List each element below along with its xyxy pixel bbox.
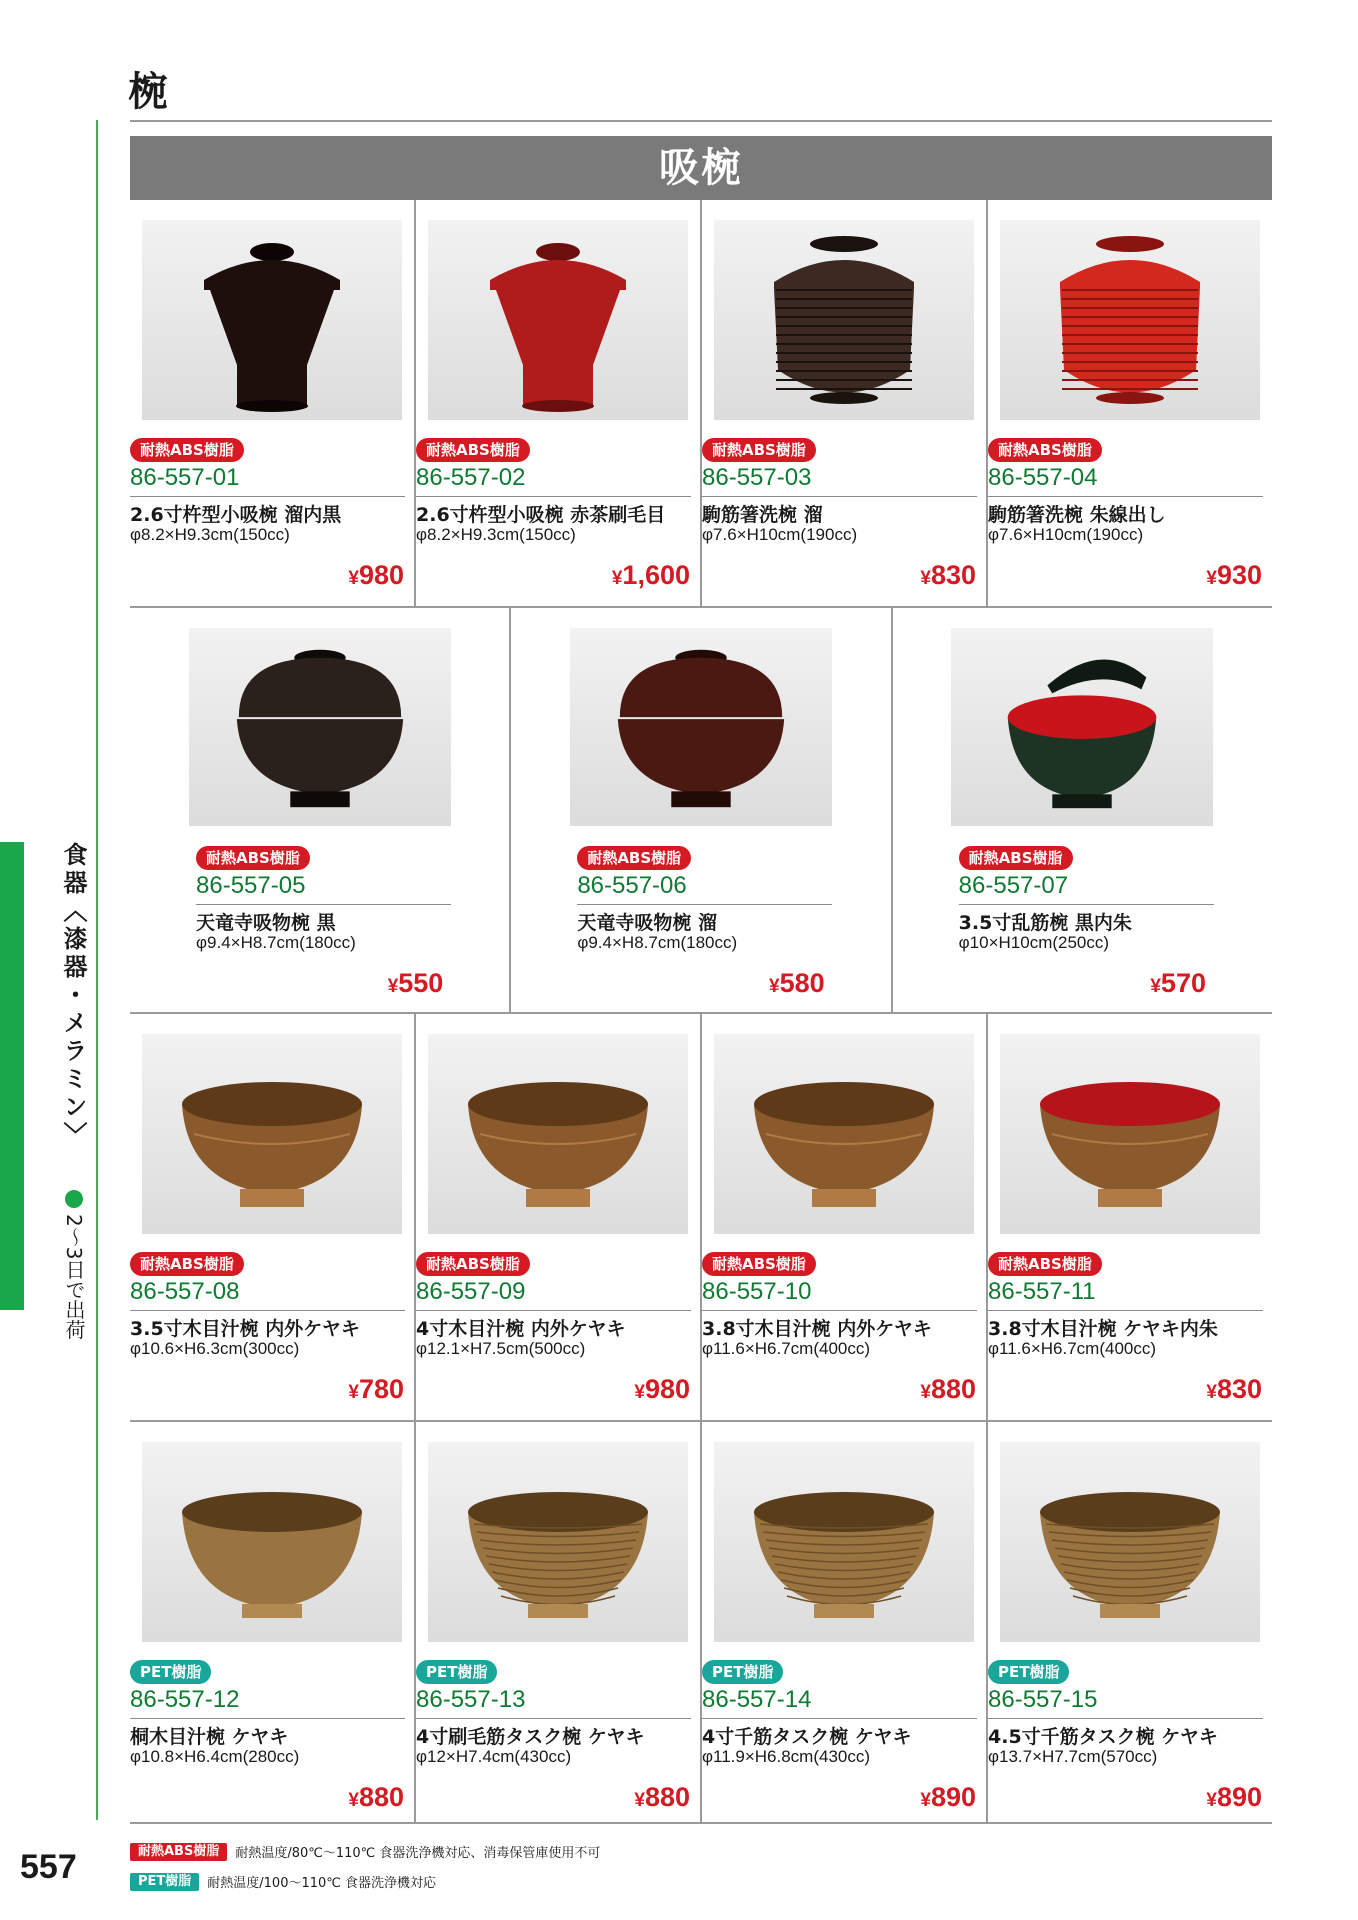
code-underline [416,496,691,497]
product-photo [714,1442,974,1642]
product-spec: φ8.2×H9.3cm(150cc) [130,525,290,544]
price-value: 830 [1216,1374,1262,1404]
product-card[interactable] [130,1422,416,1822]
product-price [920,1374,976,1405]
product-price [1206,1374,1262,1405]
yen-symbol: ¥ [611,568,623,589]
product-name: 3.5寸乱筋椀 黒内朱 [958,912,1132,934]
product-card[interactable] [511,608,892,1012]
yen-symbol: ¥ [348,568,359,589]
resin-badge: 耐熱ABS樹脂 [416,1252,530,1276]
product-photo [428,220,688,420]
legend-abs [130,1842,600,1861]
product-price [920,1782,976,1813]
product-card[interactable] [893,608,1272,1012]
product-name: 桐木目汁椀 ケヤキ [130,1726,289,1748]
resin-badge: 耐熱ABS樹脂 [702,438,816,462]
product-price [612,560,690,591]
product-price [1206,1782,1262,1813]
code-underline [130,1310,405,1311]
price-value: 930 [1216,560,1262,590]
product-photo [142,1034,402,1234]
yen-symbol: ¥ [769,976,780,997]
yen-symbol: ¥ [920,568,931,589]
resin-badge: PET樹脂 [988,1660,1069,1684]
legend-abs-text: 耐熱温度/80℃〜110℃ 食器洗浄機対応、消毒保管庫使用不可 [235,1846,601,1861]
product-spec: φ8.2×H9.3cm(150cc) [416,525,576,544]
product-photo [1000,1442,1260,1642]
code-underline [988,1310,1263,1311]
product-photo [142,1442,402,1642]
price-value: 890 [1216,1782,1262,1812]
resin-badge: 耐熱ABS樹脂 [130,438,244,462]
product-card[interactable] [130,200,416,606]
price-value: 980 [358,560,404,590]
code-underline [130,1718,405,1719]
legend-pet [130,1872,436,1891]
product-card[interactable] [416,1014,702,1420]
product-photo [142,220,402,420]
product-photo [189,628,451,826]
product-price [388,968,444,999]
product-name: 駒筋箸洗椀 朱線出し [988,504,1166,526]
product-code: 86-557-04 [988,464,1098,491]
product-card[interactable] [130,1014,416,1420]
price-value: 550 [398,968,444,998]
product-name: 4寸木目汁椀 内外ケヤキ [416,1318,626,1340]
product-card[interactable] [702,1422,988,1822]
price-value: 880 [644,1782,690,1812]
product-card[interactable] [130,608,511,1012]
yen-symbol: ¥ [634,1790,645,1811]
code-underline [988,1718,1263,1719]
product-name: 4寸千筋タスク椀 ケヤキ [702,1726,912,1748]
product-card[interactable] [988,1422,1272,1822]
product-row [130,608,1272,1014]
product-price [348,560,404,591]
product-name: 4寸刷毛筋タスク椀 ケヤキ [416,1726,645,1748]
shipping-label: 2〜3日で出荷 [62,1214,86,1340]
margin-rule [96,120,98,1820]
product-code: 86-557-01 [130,464,240,491]
product-photo [951,628,1213,826]
product-price [920,560,976,591]
product-price [634,1782,690,1813]
product-code: 86-557-09 [416,1278,526,1305]
product-spec: φ12.1×H7.5cm(500cc) [416,1339,586,1358]
code-underline [988,496,1263,497]
yen-symbol: ¥ [920,1790,931,1811]
product-spec: φ10×H10cm(250cc) [958,933,1110,952]
product-card[interactable] [988,200,1272,606]
product-name: 天竜寺吸物椀 黒 [196,912,336,934]
product-code: 86-557-08 [130,1278,240,1305]
product-spec: φ9.4×H8.7cm(180cc) [196,933,356,952]
code-underline [130,496,405,497]
yen-symbol: ¥ [348,1790,359,1811]
resin-badge: PET樹脂 [416,1660,497,1684]
product-code: 86-557-03 [702,464,812,491]
legend-pet-badge: PET樹脂 [130,1873,199,1891]
yen-symbol: ¥ [1206,568,1217,589]
resin-badge: PET樹脂 [130,1660,211,1684]
price-value: 570 [1160,968,1206,998]
title-rule [130,120,1272,122]
product-spec: φ11.9×H6.8cm(430cc) [702,1747,871,1766]
price-value: 880 [358,1782,404,1812]
product-card[interactable] [702,200,988,606]
product-name: 天竜寺吸物椀 溜 [577,912,717,934]
product-card[interactable] [416,1422,702,1822]
product-spec: φ12×H7.4cm(430cc) [416,1747,572,1766]
legend-abs-badge: 耐熱ABS樹脂 [130,1843,227,1861]
product-code: 86-557-15 [988,1686,1098,1713]
resin-badge: 耐熱ABS樹脂 [959,846,1073,870]
yen-symbol: ¥ [387,976,399,997]
product-spec: φ7.6×H10cm(190cc) [702,525,858,544]
resin-badge: 耐熱ABS樹脂 [988,438,1102,462]
yen-symbol: ¥ [1206,1382,1217,1403]
product-spec: φ7.6×H10cm(190cc) [988,525,1144,544]
product-price [348,1782,404,1813]
code-underline [577,904,832,905]
product-code: 86-557-05 [196,872,306,899]
product-price [1206,560,1262,591]
price-value: 830 [930,560,976,590]
product-price [769,968,825,999]
resin-badge: PET樹脂 [702,1660,783,1684]
resin-badge: 耐熱ABS樹脂 [196,846,310,870]
code-underline [416,1310,691,1311]
price-value: 890 [930,1782,976,1812]
product-price [348,1374,404,1405]
product-name: 3.8寸木目汁椀 ケヤキ内朱 [988,1318,1218,1340]
product-name: 2.6寸杵型小吸椀 赤茶刷毛目 [416,504,666,526]
yen-symbol: ¥ [348,1382,359,1403]
legend-pet-text: 耐熱温度/100〜110℃ 食器洗浄機対応 [207,1876,437,1891]
code-underline [959,904,1214,905]
product-name: 3.5寸木目汁椀 内外ケヤキ [130,1318,360,1340]
product-code: 86-557-02 [416,464,526,491]
product-spec: φ10.8×H6.4cm(280cc) [130,1747,300,1766]
product-price [1150,968,1206,999]
product-spec: φ10.6×H6.3cm(300cc) [130,1339,300,1358]
product-row [130,200,1272,608]
product-code: 86-557-11 [988,1278,1096,1305]
yen-symbol: ¥ [634,1382,645,1403]
product-code: 86-557-07 [958,872,1069,899]
product-spec: φ11.6×H6.7cm(400cc) [702,1339,871,1358]
product-code: 86-557-10 [702,1278,812,1305]
page-title: 椀 [128,68,168,115]
side-category-tab [0,842,24,1310]
yen-symbol: ¥ [920,1382,931,1403]
price-value: 880 [930,1374,976,1404]
price-value: 1,600 [622,560,690,590]
code-underline [196,904,451,905]
page-number: 557 [20,1848,77,1886]
resin-badge: 耐熱ABS樹脂 [577,846,691,870]
product-row [130,1014,1272,1422]
side-category-label: 食器〈漆器・メラミン〉 [59,842,87,1150]
product-photo [714,1034,974,1234]
section-header: 吸椀 [130,136,1272,200]
product-card[interactable] [988,1014,1272,1420]
resin-badge: 耐熱ABS樹脂 [702,1252,816,1276]
product-name: 駒筋箸洗椀 溜 [702,504,823,526]
product-spec: φ11.6×H6.7cm(400cc) [988,1339,1157,1358]
resin-badge: 耐熱ABS樹脂 [988,1252,1102,1276]
product-name: 3.8寸木目汁椀 内外ケヤキ [702,1318,932,1340]
product-photo [570,628,832,826]
product-card[interactable] [702,1014,988,1420]
price-value: 780 [358,1374,404,1404]
resin-badge: 耐熱ABS樹脂 [416,438,530,462]
product-photo [428,1034,688,1234]
code-underline [702,1310,977,1311]
product-price [634,1374,690,1405]
product-photo [714,220,974,420]
product-code: 86-557-13 [416,1686,526,1713]
product-name: 2.6寸杵型小吸椀 溜内黒 [130,504,342,526]
code-underline [702,1718,977,1719]
product-photo [428,1442,688,1642]
price-value: 980 [644,1374,690,1404]
green-dot-icon [65,1190,83,1208]
price-value: 580 [779,968,825,998]
yen-symbol: ¥ [1206,1790,1217,1811]
yen-symbol: ¥ [1150,976,1161,997]
product-spec: φ9.4×H8.7cm(180cc) [577,933,738,952]
product-code: 86-557-06 [577,872,687,899]
resin-badge: 耐熱ABS樹脂 [130,1252,244,1276]
product-photo [1000,1034,1260,1234]
product-code: 86-557-12 [130,1686,240,1713]
product-row [130,1422,1272,1824]
product-code: 86-557-14 [702,1686,812,1713]
product-spec: φ13.7×H7.7cm(570cc) [988,1747,1158,1766]
product-name: 4.5寸千筋タスク椀 ケヤキ [988,1726,1218,1748]
product-photo [1000,220,1260,420]
code-underline [416,1718,691,1719]
code-underline [702,496,977,497]
product-card[interactable] [416,200,702,606]
side-shipping-note [60,1190,88,1339]
